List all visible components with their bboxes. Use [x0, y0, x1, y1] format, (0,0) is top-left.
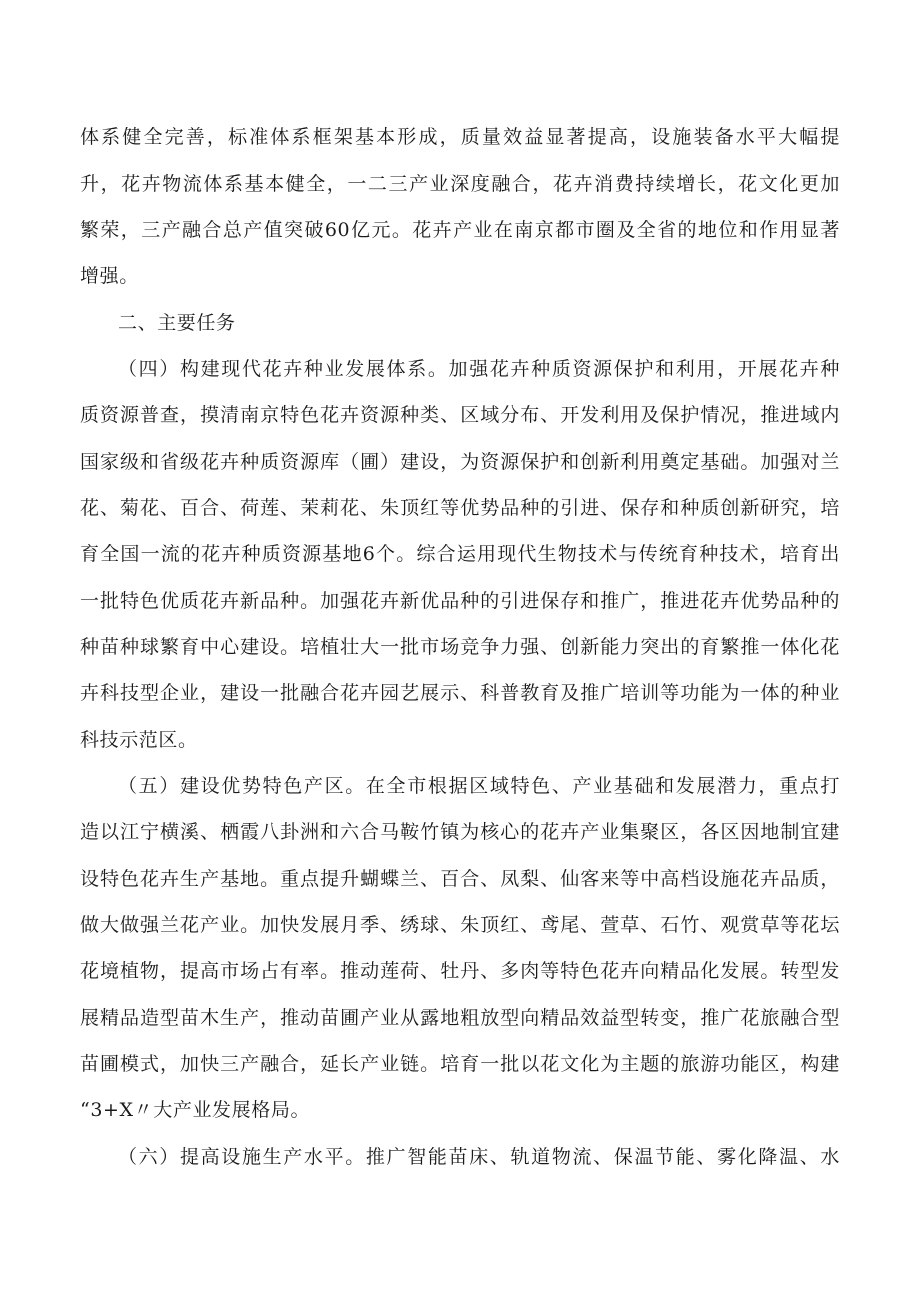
text-line: 种苗种球繁育中心建设。培植壮大一批市场竞争力强、创新能力突出的育繁推一体化花 — [80, 636, 840, 658]
text-line: 体系健全完善，标准体系框架基本形成，质量效益显著提高，设施装备水平大幅提 — [80, 126, 840, 148]
text-line: 花境植物，提高市场占有率。推动莲荷、牡丹、多肉等特色花卉向精品化发展。转型发 — [80, 960, 840, 982]
text-line: 苗圃模式，加快三产融合，延长产业链。培育一批以花文化为主题的旅游功能区，构建 — [80, 1053, 840, 1075]
section-heading: 二、主要任务 — [118, 312, 236, 334]
text-line: 升，花卉物流体系基本健全，一二三产业深度融合，花卉消费持续增长，花文化更加 — [80, 173, 840, 195]
text-line: 一批特色优质花卉新品种。加强花卉新优品种的引进保存和推广，推进花卉优势品种的 — [80, 590, 840, 612]
text-line: 花、菊花、百合、荷莲、茉莉花、朱顶红等优势品种的引进、保存和种质创新研究，培 — [80, 497, 840, 519]
text-line: （六）提高设施生产水平。推广智能苗床、轨道物流、保温节能、雾化降温、水 — [118, 1146, 840, 1168]
text-line: 繁荣，三产融合总产值突破60亿元。花卉产业在南京都市圈及全省的地位和作用显著 — [80, 219, 840, 241]
text-line: “3+X〃大产业发展格局。 — [80, 1099, 311, 1121]
text-line: 科技示范区。 — [80, 729, 198, 751]
text-line: 做大做强兰花产业。加快发展月季、绣球、朱顶红、鸢尾、萱草、石竹、观赏草等花坛 — [80, 914, 840, 936]
text-line: 增强。 — [80, 265, 139, 287]
text-line: 造以江宁横溪、栖霞八卦洲和六合马鞍竹镇为核心的花卉产业集聚区，各区因地制宜建 — [80, 821, 840, 843]
text-line: 国家级和省级花卉种质资源库（圃）建设，为资源保护和创新利用奠定基础。加强对兰 — [80, 451, 840, 473]
text-line: 育全国一流的花卉种质资源基地6个。综合运用现代生物技术与传统育种技术，培育出 — [80, 543, 840, 565]
text-line: （四）构建现代花卉种业发展体系。加强花卉种质资源保护和利用，开展花卉种 — [118, 358, 840, 380]
text-line: 展精品造型苗木生产，推动苗圃产业从露地粗放型向精品效益型转变，推广花旅融合型 — [80, 1007, 840, 1029]
text-line: 质资源普查，摸清南京特色花卉资源种类、区域分布、开发利用及保护情况，推进域内 — [80, 404, 840, 426]
text-line: （五）建设优势特色产区。在全市根据区域特色、产业基础和发展潜力，重点打 — [118, 775, 840, 797]
text-line: 设特色花卉生产基地。重点提升蝴蝶兰、百合、凤梨、仙客来等中高档设施花卉品质， — [80, 868, 840, 890]
text-line: 卉科技型企业，建设一批融合花卉园艺展示、科普教育及推广培训等功能为一体的种业 — [80, 682, 840, 704]
